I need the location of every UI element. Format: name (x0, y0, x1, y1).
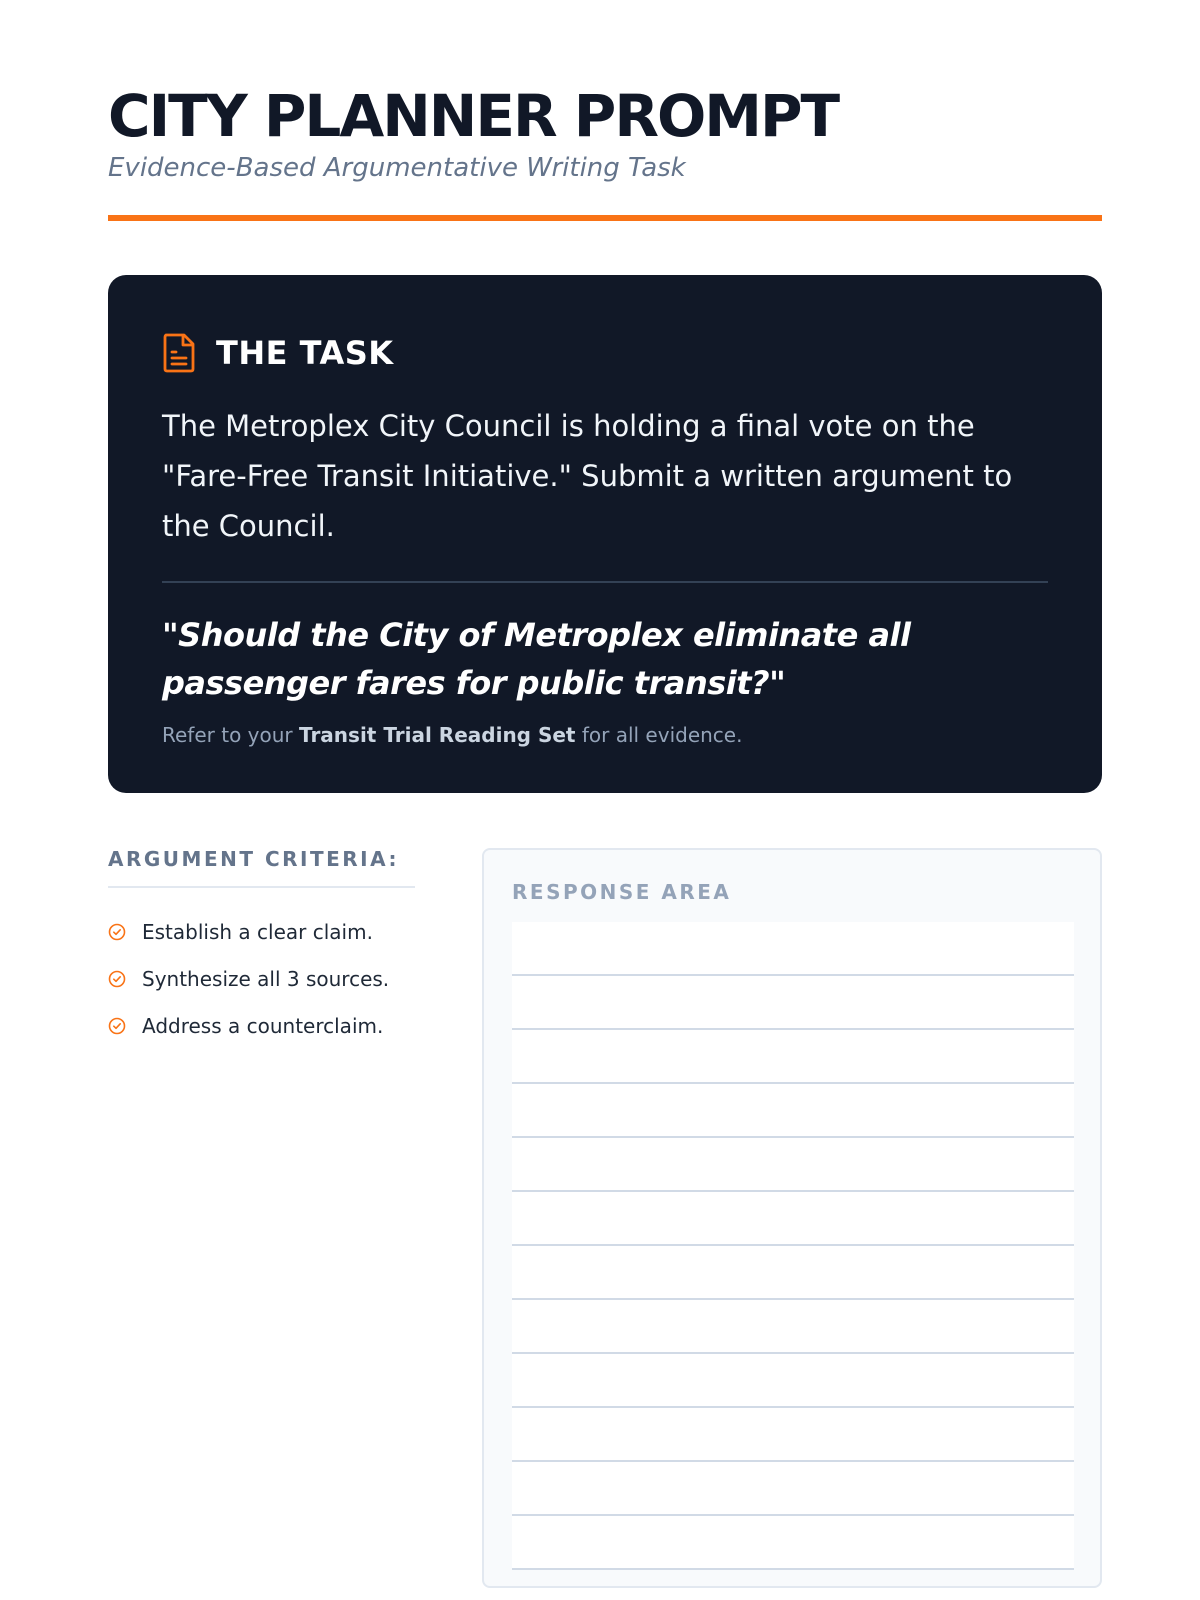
document-icon (162, 333, 196, 373)
criteria-item-label: Synthesize all 3 sources. (142, 966, 390, 991)
criteria-item (108, 1002, 415, 1049)
writing-line[interactable] (512, 922, 1074, 976)
writing-line[interactable] (512, 1408, 1074, 1462)
evidence-note-suffix: for all evidence. (575, 723, 743, 747)
response-area[interactable] (482, 848, 1102, 1588)
reading-set-name: Transit Trial Reading Set (299, 723, 576, 747)
task-divider (162, 581, 1048, 583)
writing-line[interactable] (512, 1354, 1074, 1408)
response-heading: RESPONSE AREA (512, 880, 732, 904)
writing-line[interactable] (512, 1516, 1074, 1570)
evidence-note (162, 721, 1048, 749)
writing-line[interactable] (512, 1030, 1074, 1084)
criteria-list (108, 908, 415, 1049)
writing-line[interactable] (512, 1138, 1074, 1192)
criteria-item-label: Address a counterclaim. (142, 1013, 384, 1038)
writing-line[interactable] (512, 1300, 1074, 1354)
essay-question: "Should the City of Metroplex eliminate all passenger fares for public transit?" (162, 616, 911, 702)
page-subtitle: Evidence-Based Argumentative Writing Task (108, 153, 686, 183)
check-circle-icon (108, 970, 126, 988)
task-header (162, 333, 1048, 373)
writing-lines[interactable] (512, 922, 1074, 1570)
task-card (108, 275, 1102, 793)
task-label: THE TASK (216, 334, 394, 372)
evidence-note-prefix: Refer to your (162, 723, 299, 747)
criteria-item-label: Establish a clear claim. (142, 919, 373, 944)
writing-line[interactable] (512, 1462, 1074, 1516)
check-circle-icon (108, 1017, 126, 1035)
writing-line[interactable] (512, 976, 1074, 1030)
writing-line[interactable] (512, 1246, 1074, 1300)
title-divider (108, 215, 1102, 221)
writing-line[interactable] (512, 1084, 1074, 1138)
criteria-item (108, 908, 415, 955)
check-circle-icon (108, 923, 126, 941)
criteria-item (108, 955, 415, 1002)
page-title: CITY PLANNER PROMPT (108, 82, 839, 150)
writing-line[interactable] (512, 1192, 1074, 1246)
criteria-heading: ARGUMENT CRITERIA: (108, 844, 415, 888)
argument-criteria (108, 844, 415, 1049)
task-description: The Metroplex City Council is holding a final vote on the "Fare-Free Transit Initiative." Submit a written argument to the Council. (162, 409, 1013, 543)
